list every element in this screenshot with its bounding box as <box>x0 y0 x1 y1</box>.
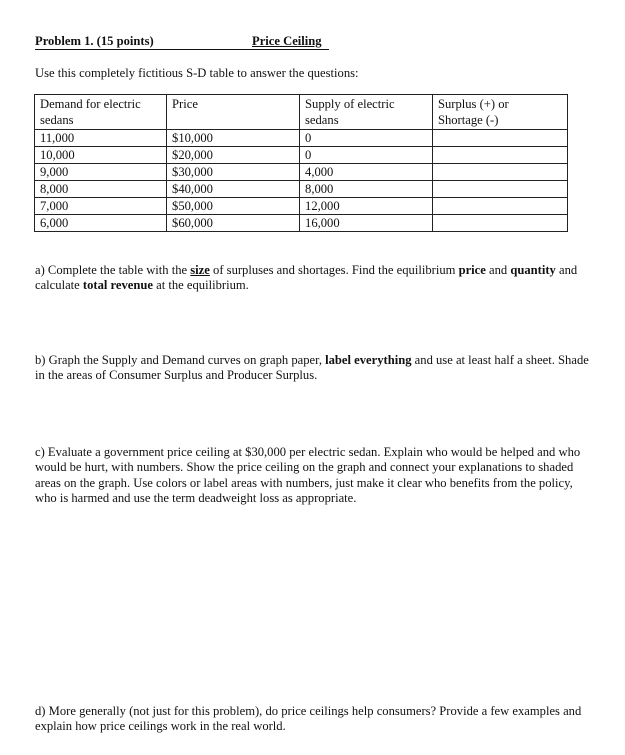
cell-price: $30,000 <box>167 164 300 181</box>
question-c: c) Evaluate a government price ceiling at $30,000 per electric sedan. Explain who would be helped and who would be hurt, with numbers. Show the price ceiling on the graph and connect your explanations to shaded areas on the graph. Use colors or label areas with numbers, just make it clear who benefits from the policy, who is harmed and use the term deadweight loss as appropriate. <box>35 445 581 506</box>
header-surplus-shortage: Surplus (+) or Shortage (-) <box>432 95 567 130</box>
emphasis-quantity: quantity <box>510 263 556 277</box>
table-row <box>35 181 568 198</box>
cell-demand: 11,000 <box>35 130 167 147</box>
table-header-row <box>35 95 568 130</box>
cell-surplus-shortage[interactable] <box>432 215 567 232</box>
cell-supply: 12,000 <box>300 198 433 215</box>
question-d: d) More generally (not just for this problem), do price ceilings help consumers? Provide a few examples and explain how price ceilings work in the real world. <box>35 704 582 734</box>
problem-number: Problem 1. (15 points) <box>35 34 154 48</box>
emphasis-label-everything: label everything <box>325 353 412 367</box>
table-row <box>35 198 568 215</box>
table-row <box>35 164 568 181</box>
emphasis-total-revenue: total revenue <box>82 278 153 293</box>
cell-surplus-shortage[interactable] <box>432 198 567 215</box>
table-row <box>35 215 568 232</box>
cell-supply: 8,000 <box>300 181 433 198</box>
cell-surplus-shortage[interactable] <box>432 147 567 164</box>
cell-supply: 4,000 <box>300 164 433 181</box>
cell-demand: 7,000 <box>35 198 167 215</box>
cell-price: $20,000 <box>167 147 300 164</box>
cell-surplus-shortage[interactable] <box>432 181 567 198</box>
cell-surplus-shortage[interactable] <box>432 164 567 181</box>
cell-demand: 10,000 <box>35 147 167 164</box>
intro-text: Use this completely fictitious S-D table to answer the questions: <box>35 66 359 80</box>
cell-price: $40,000 <box>167 181 300 198</box>
cell-price: $10,000 <box>167 130 300 147</box>
supply-demand-table <box>34 94 568 232</box>
problem-title-row <box>35 34 329 50</box>
header-supply: Supply of electric sedans <box>300 95 433 130</box>
cell-surplus-shortage[interactable] <box>432 130 567 147</box>
cell-supply: 0 <box>300 130 433 147</box>
table-row <box>35 147 568 164</box>
cell-price: $60,000 <box>167 215 300 232</box>
table-row <box>35 130 568 147</box>
emphasis-size: size <box>190 263 210 277</box>
cell-demand: 8,000 <box>35 181 167 198</box>
cell-supply: 0 <box>300 147 433 164</box>
emphasis-price: price <box>458 263 486 277</box>
question-b: b) Graph the Supply and Demand curves on graph paper, label everything and use at least half a sheet. Shade in the areas of Consumer Surplus and Producer Surplus. <box>35 353 589 383</box>
cell-demand: 9,000 <box>35 164 167 181</box>
header-price: Price <box>167 95 300 130</box>
problem-topic: Price Ceiling <box>252 34 322 48</box>
question-a: a) Complete the table with the size of surpluses and shortages. Find the equilibrium price and quantity and calculate total revenue at the equilibrium. <box>35 263 578 293</box>
cell-price: $50,000 <box>167 198 300 215</box>
cell-demand: 6,000 <box>35 215 167 232</box>
header-demand: Demand for electric sedans <box>35 95 167 130</box>
cell-supply: 16,000 <box>300 215 433 232</box>
